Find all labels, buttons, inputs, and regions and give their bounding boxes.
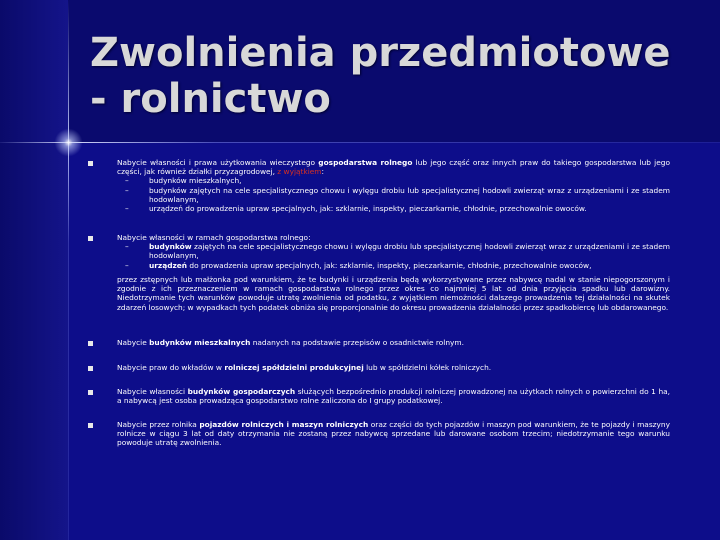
list-item-1-text <box>117 158 670 213</box>
bold-segment: pojazdów rolniczych i maszyn rolniczych <box>199 420 369 429</box>
text-segment: nadanych na podstawie przepisów o osadnictwie rolnym. <box>250 338 464 347</box>
slide-title-line-2: - rolnictwo <box>90 76 331 122</box>
bold-segment: gospodarstwa rolnego <box>318 158 413 167</box>
left-band-decoration <box>0 0 68 540</box>
sparkle-icon <box>52 126 85 159</box>
dash-marker: – <box>125 260 129 270</box>
bullet-icon <box>88 236 93 241</box>
sub-item <box>117 261 670 270</box>
sub-list <box>117 242 670 270</box>
bullet-icon <box>88 390 93 395</box>
bullet-icon <box>88 341 93 346</box>
dash-marker: – <box>125 204 129 214</box>
text-segment: oraz części do tych pojazdów i maszyn pod warunkiem, że te pojazdy i maszyny rolnicze w ciągu 3 lat od daty otrzymania nie zostaną przez nabywcę sprzedane lub darowane osobom trzecim; niedotrzymanie tego warunku powoduje utratę zwolnienia. <box>117 420 670 448</box>
list-item-6-text <box>117 420 670 448</box>
bullet-icon <box>88 161 93 166</box>
horizontal-accent-line <box>0 142 720 143</box>
sub-item-text: budynków mieszkalnych, <box>149 176 242 186</box>
text-segment: Nabycie własności w ramach gospodarstwa rolnego: <box>117 233 311 242</box>
text-segment: lub w spółdzielni kółek rolniczych. <box>363 363 492 372</box>
bold-segment: budynków <box>149 242 192 252</box>
sub-item <box>117 186 670 204</box>
sub-item <box>117 242 670 260</box>
sub-list <box>117 176 670 213</box>
bullet-icon <box>88 366 93 371</box>
text-segment: Nabycie praw do wkładów w <box>117 363 225 372</box>
bold-segment: rolniczej spółdzielni produkcyjnej <box>224 363 364 372</box>
text-segment: służących bezpośrednio produkcji rolniczej prowadzonej na użytkach rolnych o powierzchni do 1 ha, a nabywcą jest osoba prowadząca gospodarstwo rolne zaliczona do I grupy podatkowej. <box>117 387 671 406</box>
vertical-accent-line <box>68 0 69 540</box>
sub-item-text: budynków zajętych na cele specjalistycznego chowu i wylęgu drobiu lub specjalistycznej hodowli zwierząt wraz z urządzeniami i ze stadem hodowlanym, <box>149 185 670 204</box>
bold-segment: budynków mieszkalnych <box>149 338 251 347</box>
bold-segment: budynków gospodarczych <box>187 387 296 396</box>
sub-item <box>117 176 670 185</box>
highlight-segment: z wyjątkiem <box>277 167 322 177</box>
slide-title <box>90 30 700 122</box>
bullet-icon <box>88 423 93 428</box>
text-segment: Nabycie własności <box>117 387 188 396</box>
slide-title-line-1: Zwolnienia przedmiotowe <box>90 30 671 76</box>
sub-item <box>117 204 670 213</box>
sub-item-text: urządzeń do prowadzenia upraw specjalnych, jak: szklarnie, inspekty, pieczarkarnie, chłodnie, przechowalnie owoców. <box>149 204 587 214</box>
text-segment: : <box>321 167 325 177</box>
dash-marker: – <box>125 185 129 195</box>
sub-item-text: zajętych na cele specjalistycznego chowu i wylęgu drobiu lub specjalistycznej hodowli zwierząt wraz z urządzeniami i ze stadem hodowlanym, <box>149 242 670 261</box>
paragraph-continuation: przez zstępnych lub małżonka pod warunkiem, że te budynki i urządzenia będą wykorzystywane przez nabywcę nadal w stanie niepogorszonym i zgodnie z ich przeznaczeniem w ramach gospodarstwa rolnego przez okres co najmniej 5 lat od dnia przyjęcia spadku lub darowizny. Niedotrzymanie tych warunków powoduje utratę zwolnienia od podatku, z wyjątkiem niemożności dalszego prowadzenia tej działalności na skutek zdarzeń losowych; w wypadkach tych podatek obniża się proporcjonalnie do okresu prowadzenia działalności przez spadkobiercę lub obdarowanego. <box>117 275 670 312</box>
text-segment: Nabycie przez rolnika <box>117 420 200 429</box>
dash-marker: – <box>125 176 129 186</box>
bold-segment: urządzeń <box>149 260 188 270</box>
text-segment: Nabycie własności i prawa użytkowania wieczystego <box>117 158 319 167</box>
list-item-4-text <box>117 363 670 372</box>
dash-marker: – <box>125 242 129 252</box>
text-segment: Nabycie <box>117 338 150 347</box>
list-item-3-text <box>117 338 670 347</box>
sub-item-text: do prowadzenia upraw specjalnych, jak: szklarnie, inspekty, pieczarkarnie, chłodnie, przechowalnie owoców, <box>187 260 592 270</box>
list-item-5-text <box>117 387 670 405</box>
list-item-2-text <box>117 233 670 270</box>
text-segment: lub jego część oraz innych praw do takiego gospodarstwa lub jego części, jak również działki przyzagrodowej, <box>117 158 670 177</box>
